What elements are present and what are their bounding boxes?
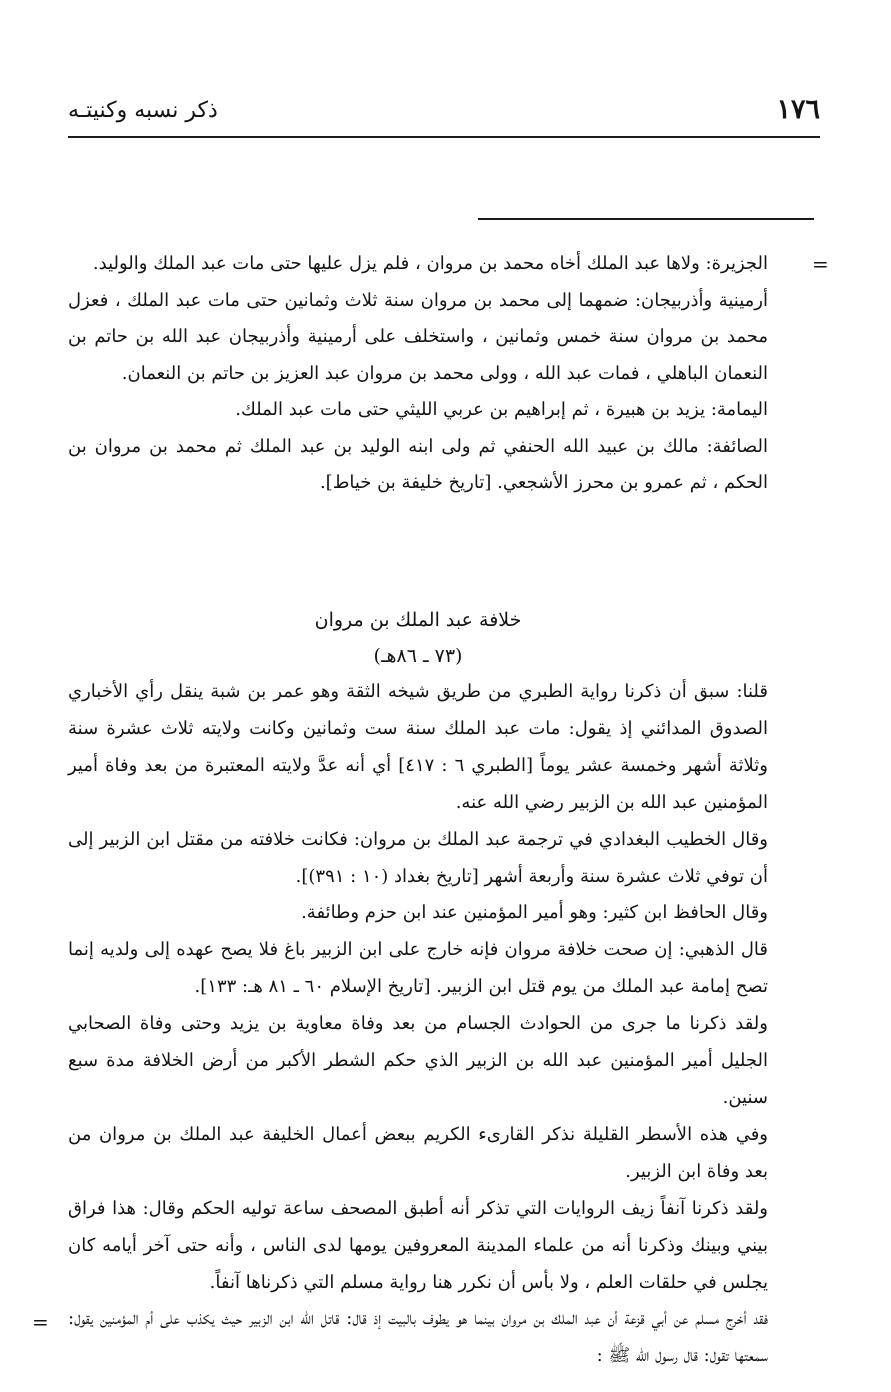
footnote-yamama: اليمامة: يزيد بن هبيرة ، ثم إبراهيم بن عربي الليثي حتى مات عبد الملك. (235, 399, 768, 420)
paragraph-mushaf: ولقد ذكرنا آنفاً زيف الروايات التي تذكر أنه أطبق المصحف ساعة توليه الحكم وقال: هذا فراق بيني وبينك وذكرنا أنه من علماء المدينة المعروفين يومها لدى الناس ، وأنه حتى آخر أيامه كان يجلس في حلقات العلم ، ولا بأس أن نكرر هنا رواية مسلم التي ذكرناها آنفاً. (68, 1197, 768, 1293)
paragraph-tabari: قلنا: سبق أن ذكرنا رواية الطبري من طريق شيخه الثقة وهو عمر بن شبة ينقل رأي الأخباري الصدوق المدائني إذ يقول: مات عبد الملك سنة ست وثمانين وكانت ولايته ثلاث عشرة سنة وثلاثة أشهر وخمسة عشر يوماً [الطبري ٦ : ٤١٧] أي أنه عدَّ ولايته المعتبرة من بعد وفاة أمير المؤمنين عبد الله بن الزبير رضي الله عنه. (68, 681, 768, 813)
footnote-armenia-azerbaijan: أرمينية وأذربيجان: ضمهما إلى محمد بن مروان سنة ثلاث وثمانين حتى مات عبد الملك ، فعزل محمد بن مروان سنة خمس وثمانين ، واستخلف على أرمينية وأذربيجان عبد الله بن حاتم بن النعمان الباهلي ، فمات عبد الله ، وولى محمد بن مروان عبد العزيز بن حاتم بن النعمان. (68, 289, 768, 384)
paragraph-khatib: وقال الخطيب البغدادي في ترجمة عبد الملك بن مروان: فكانت خلافته من مقتل ابن الزبير إلى أن توفي ثلاث عشرة سنة وأربعة أشهر [تاريخ بغداد (١٠ : ٣٩١)]. (68, 828, 768, 887)
page-header (68, 92, 820, 138)
footnote-continuation-block (68, 246, 768, 502)
section-dates: (٧٣ ـ ٨٦هـ) (373, 645, 463, 667)
paragraph-dhahabi: قال الذهبي: إن صحت خلافة مروان فإنه خارج على ابن الزبير باغ فلا يصح عهده إلى ولديه إنما تصح إمامة عبد الملك من يوم قتل ابن الزبير. [تاريخ الإسلام ٦٠ ـ ٨١ هـ: ١٣٣]. (68, 939, 768, 998)
running-title: ذكر نسبه وكنيتـه (68, 98, 218, 123)
paragraph-ibn-kathir: وقال الحافظ ابن كثير: وهو أمير المؤمنين عند ابن حزم وطائفة. (301, 902, 768, 924)
paragraph-events: ولقد ذكرنا ما جرى من الحوادث الجسام من بعد وفاة معاوية بن يزيد وحتى وفاة الصحابي الجليل أمير المؤمنين عبد الله بن الزبير الذي حكم الشطر الأكبر من أرض الخلافة مدة سبع سنين. (68, 1013, 768, 1108)
paragraph-intro-works: وفي هذه الأسطر القليلة نذكر القارىء الكريم ببعض أعمال الخليفة عبد الملك بن مروان من بعد وفاة ابن الزبير. (68, 1123, 768, 1182)
main-text-block (68, 674, 768, 1375)
section-title: خلافة عبد الملك بن مروان (314, 609, 522, 631)
continuation-mark-top: = (812, 252, 829, 276)
footnote-separator-rule (478, 218, 814, 220)
paragraph-muslim-hadith: فقد أخرج مسلم عن أبي قزعة أن عبد الملك بن مروان بينما هو يطوف بالبيت إذ قال: قاتل الله ابن الزبير حيث يكذب على أم المؤمنين يقول: سمعتها تقول: قال رسول الله ﷺ : (68, 1308, 768, 1367)
continuation-mark-bottom: = (32, 1310, 49, 1334)
footnote-saifa: الصائفة: مالك بن عبيد الله الحنفي ثم ولى ابنه الوليد بن عبد الملك ثم محمد بن مروان بن الحكم ، ثم عمرو بن محرز الأشجعي. [تاريخ خليفة بن خياط]. (68, 435, 768, 493)
footnote-jazira: الجزيرة: ولاها عبد الملك أخاه محمد بن مروان ، فلم يزل عليها حتى مات عبد الملك والوليد. (92, 253, 768, 274)
page-number: ١٧٦ (776, 94, 820, 125)
